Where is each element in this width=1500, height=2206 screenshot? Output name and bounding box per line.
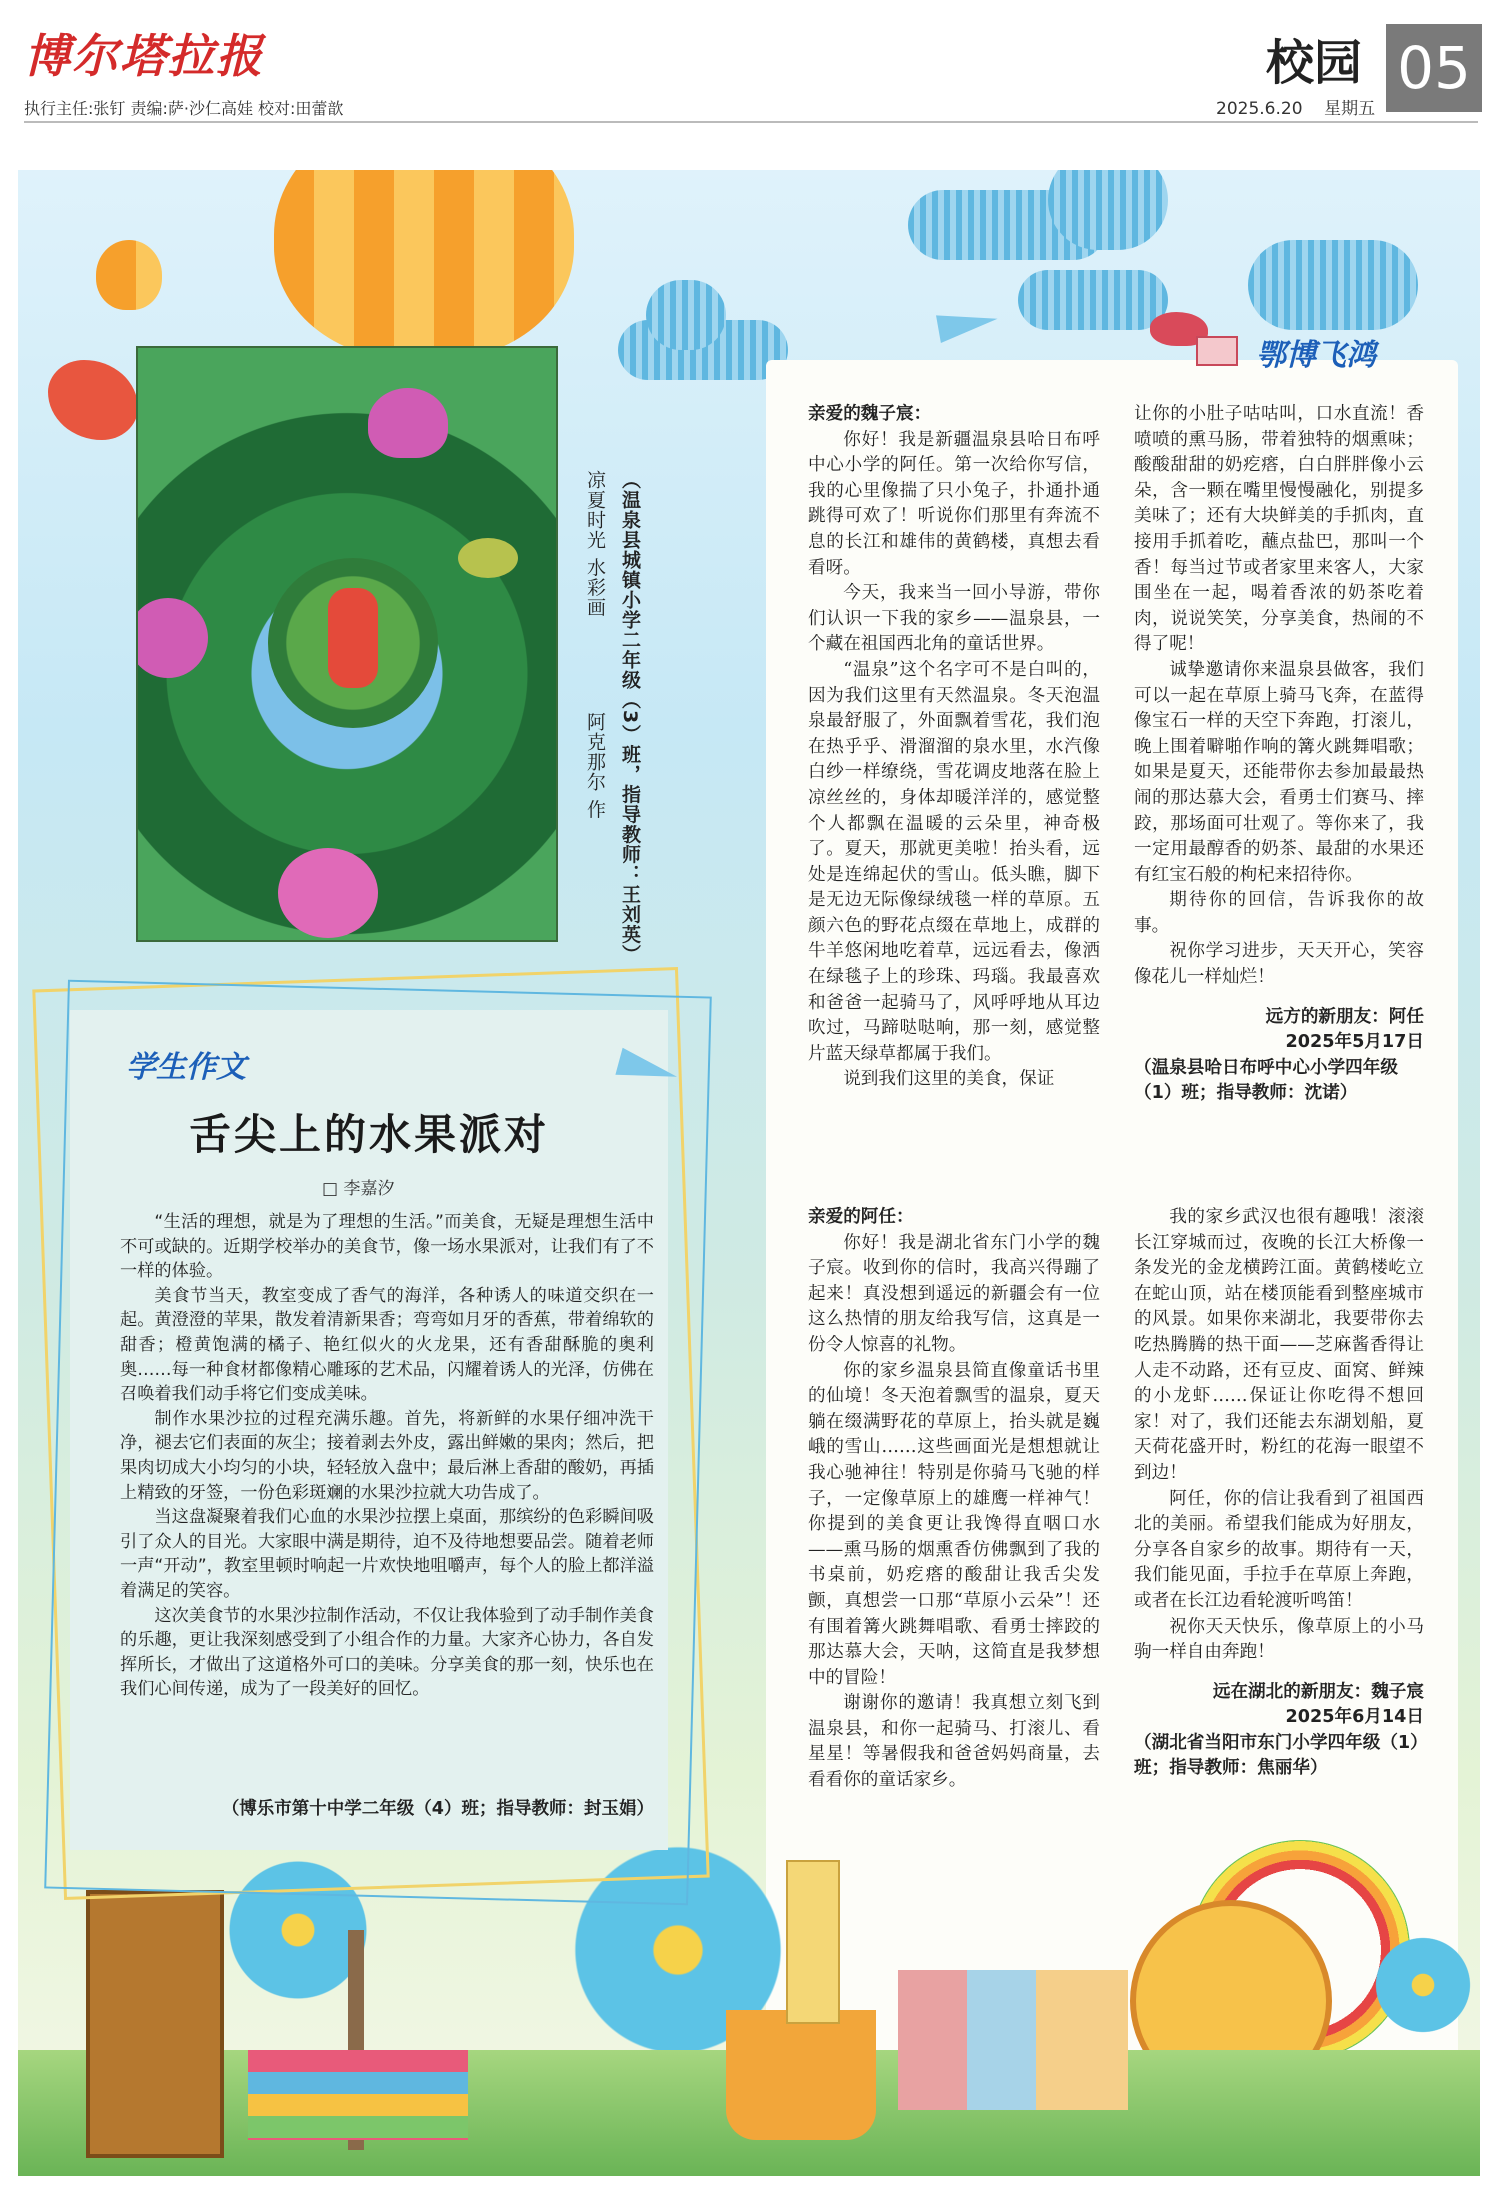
essay-body — [120, 1210, 654, 1702]
hot-air-balloon-icon — [274, 170, 574, 360]
letter-paragraph: 今天，我来当一回小导游，带你们认识一下我的家乡——温泉县，一个藏在祖国西北角的童话世界。 — [808, 583, 1100, 655]
essay-paragraph: “生活的理想，就是为了理想的生活。”而美食，无疑是理想生活中不可或缺的。近期学校举办的美食节，像一场水果派对，让我们有了不一样的体验。 — [120, 1212, 654, 1282]
essay-signature: （博乐市第十中学二年级（4）班；指导教师：封玉娟） — [221, 1799, 654, 1819]
letter-paragraph: 祝你学习进步，天天开心，笑容像花儿一样灿烂！ — [1134, 941, 1424, 988]
letter2-salutation: 亲爱的阿任： — [808, 1207, 914, 1227]
letter-paragraph: “温泉”这个名字可不是白叫的，因为我们这里有天然温泉。冬天泡温泉最舒服了，外面飘着雪花，我们泡在热乎乎、滑溜溜的泉水里，水汽像白纱一样缭绕，雪花调皮地落在脸上凉丝丝的，身体却暖洋洋的，感觉整个人都飘在温暖的云朵里，神奇极了。夏天，那就更美啦！抬头看，远处是连绵起伏的雪山。低头瞧，脚下是无边无际像绿绒毯一样的草原。五颜六色的野花点缀在草地上，成群的牛羊悠闲地吃着草，远远看去，像洒在绿毯子上的珍珠、玛瑙。我最喜欢和爸爸一起骑马了，风呼呼地从耳边吹过，马蹄哒哒响，那一刻，感觉整片蓝天绿草都属于我们。 — [808, 659, 1100, 1064]
lotus-flower-icon — [136, 598, 208, 678]
letter2-signature — [1134, 1680, 1424, 1782]
essay-paragraph: 美食节当天，教室变成了香气的海洋，各种诱人的味道交织在一起。黄澄澄的苹果，散发着清新果香；弯弯如月牙的香蕉，带着绵软的甜香；橙黄饱满的橘子、艳红似火的火龙果，还有香甜酥脆的奥利奥……每一种食材都像精心雕琢的艺术品，闪耀着诱人的光泽，仿佛在召唤着我们动手将它们变成美味。 — [120, 1285, 654, 1405]
watercolor-painting — [136, 346, 558, 942]
masthead-logo: 博尔塔拉报 — [24, 29, 264, 83]
letter-paragraph: 你好！我是新疆温泉县哈日布呼中心小学的阿任。第一次给你写信，我的心里像揣了只小兔子，扑通扑通跳得可欢了！听说你们那里有奔流不息的长江和雄伟的黄鹤楼，真想去看看呀。 — [808, 429, 1100, 578]
letter2-date: 2025年6月14日 — [1285, 1707, 1424, 1728]
essay-section-tag: 学生作文 — [126, 1050, 246, 1085]
envelope-icon — [1196, 336, 1238, 366]
header-divider — [24, 121, 1478, 123]
cloud-icon — [1018, 270, 1168, 330]
lotus-flower-icon — [368, 388, 448, 458]
lotus-pod-icon — [458, 538, 518, 578]
letter1-school: （温泉县哈日布呼中心小学四年级（1）班；指导教师：沈诺） — [1134, 1057, 1398, 1104]
section-title: 校园 — [1266, 35, 1363, 91]
page-number: 05 — [1386, 24, 1482, 112]
letter-paragraph: 你好！我是湖北省东门小学的魏子宸。收到你的信时，我高兴得蹦了起来！真没想到遥远的新疆会有一位这么热情的朋友给我写信，这真是一份令人惊喜的礼物。 — [808, 1232, 1100, 1355]
editor-credits: 执行主任:张钉 责编:萨·沙仁高娃 校对:田蕾歆 — [24, 99, 344, 118]
letter1-sender: 远方的新朋友：阿任 — [1265, 1006, 1424, 1027]
flower-icon — [1368, 1930, 1478, 2040]
letter2-sender: 远在湖北的新朋友：魏子宸 — [1212, 1681, 1424, 1702]
paper-plane-icon — [936, 305, 1000, 343]
painting-title: 凉夏时光 水彩画 — [584, 470, 606, 618]
letter-paragraph: 阿任，你的信让我看到了祖国西北的美丽。希望我们能成为好朋友，分享各自家乡的故事。期待有一天，我们能见面，手拉手在草原上奔跑，或者在长江边看轮渡听鸣笛！ — [1134, 1488, 1424, 1611]
lotus-flower-icon — [278, 848, 378, 938]
girl-figure — [328, 588, 378, 688]
letter1-column2 — [1134, 402, 1424, 1107]
essay-paragraph: 当这盘凝聚着我们心血的水果沙拉摆上桌面，那缤纷的色彩瞬间吸引了众人的目光。大家眼中满是期待，迫不及待地想要品尝。随着老师一声“开动”，教室里顿时响起一片欢快地咀嚼声，每个人的脸上都洋溢着满足的笑容。 — [120, 1507, 654, 1601]
letter2-column1 — [808, 1205, 1100, 1794]
letter-paragraph: 祝你天天快乐，像草原上的小马驹一样自由奔跑！ — [1134, 1616, 1424, 1663]
city-buildings-icon — [898, 1970, 1128, 2110]
letter1-salutation: 亲爱的魏子宸： — [808, 404, 932, 424]
essay-paragraph: 制作水果沙拉的过程充满乐趣。首先，将新鲜的水果仔细冲洗干净，褪去它们表面的灰尘；接着剥去外皮，露出鲜嫩的果肉；然后，把果肉切成大小均匀的小块，轻轻放入盘中；最后淋上香甜的酸奶，再插上精致的牙签，一份色彩斑斓的水果沙拉就大功告成了。 — [120, 1408, 654, 1503]
cloud-icon — [1048, 170, 1168, 250]
essay-paragraph: 这次美食节的水果沙拉制作活动，不仅让我体验到了动手制作美食的乐趣，更让我深刻感受到了小组合作的力量。大家齐心协力，各自发挥所长，才做出了这道格外可口的美味。分享美食的那一刻，快乐也在我们心间传递，成为了一段美好的回忆。 — [120, 1605, 654, 1700]
date-text: 2025.6.20 — [1216, 99, 1303, 119]
weekday-text: 星期五 — [1324, 99, 1376, 119]
bookshelf-icon — [86, 1890, 224, 2158]
books-stack-icon — [248, 2050, 468, 2140]
letter1-signature — [1134, 1005, 1424, 1107]
cloud-icon — [646, 280, 726, 350]
issue-date — [1216, 94, 1375, 119]
painting-class-caption: （温泉县城镇小学二年级（3）班，指导教师：王刘英） — [619, 470, 641, 965]
letter-paragraph: 我的家乡武汉也很有趣哦！滚滚长江穿城而过，夜晚的长江大桥像一条发光的金龙横跨江面。黄鹤楼屹立在蛇山顶，站在楼顶能看到整座城市的风景。如果你来湖北，我要带你去吃热腾腾的热干面——芝麻酱香得让人走不动路，还有豆皮、面窝、鲜辣的小龙虾……保证让你吃得不想回家！对了，我们还能去东湖划船，夏天荷花盛开时，粉红的花海一眼望不到边！ — [1134, 1207, 1424, 1483]
letter2-column2 — [1134, 1205, 1424, 1782]
letter-paragraph: 期待你的回信，告诉我你的故事。 — [1134, 890, 1424, 936]
letter-paragraph: 谢谢你的邀请！我真想立刻飞到温泉县，和你一起骑马、打滚儿、看星星！等暑假我和爸爸妈妈商量，去看看你的童话家乡。 — [808, 1693, 1100, 1791]
letter1-column1 — [808, 402, 1100, 1093]
painting-author: 阿克那尔 作 — [584, 712, 606, 820]
essay-title: 舌尖上的水果派对 — [188, 1110, 549, 1159]
essay-author: □ 李嘉汐 — [322, 1179, 395, 1199]
small-balloon-icon — [96, 240, 162, 310]
letters-section-tag: 鄂博飞鸿 — [1256, 338, 1376, 373]
letter-paragraph: 说到我们这里的美食，保证 — [843, 1069, 1055, 1090]
ruler-icon — [786, 1860, 840, 2024]
pencil-cup-icon — [726, 2010, 876, 2140]
letter1-date: 2025年5月17日 — [1285, 1032, 1424, 1053]
letter-paragraph: 诚挚邀请你来温泉县做客，我们可以一起在草原上骑马飞奔，在蓝得像宝石一样的天空下奔跑，打滚儿，晚上围着噼啪作响的篝火跳舞唱歌；如果是夏天，还能带你去参加最最热闹的那达慕大会，看勇士们赛马、摔跤，那场面可壮观了。等你来了，我一定用最醇香的奶茶、最甜的水果还有红宝石般的枸杞来招待你。 — [1134, 659, 1424, 885]
letter-paragraph: 你的家乡温泉县简直像童话书里的仙境！冬天泡着飘雪的温泉，夏天躺在缀满野花的草原上，抬头就是巍峨的雪山……这些画面光是想想就让我心驰神往！特别是你骑马飞驰的样子，一定像草原上的雄鹰一样神气！你提到的美食更让我馋得直咽口水——熏马肠的烟熏香仿佛飘到了我的书桌前，奶疙瘩的酸甜让我舌尖发颤，真想尝一口那“草原小云朵”！还有围着篝火跳舞唱歌、看勇士摔跤的那达慕大会，天呐，这简直是我梦想中的冒险！ — [808, 1360, 1100, 1688]
cloud-icon — [1248, 240, 1418, 330]
letter-paragraph: 让你的小肚子咕咕叫，口水直流！香喷喷的熏马肠，带着独特的烟熏味；酸酸甜甜的奶疙瘩，白白胖胖像小云朵，含一颗在嘴里慢慢融化，别提多美味了；还有大块鲜美的手抓肉，直接用手抓着吃，蘸点盐巴，那叫一个香！每当过节或者家里来客人，大家围坐在一起，喝着香浓的奶茶吃着肉，说说笑笑，分享美食，热闹的不得了呢！ — [1134, 404, 1424, 655]
letter2-school: （湖北省当阳市东门小学四年级（1）班；指导教师：焦丽华） — [1134, 1732, 1419, 1779]
children-on-rocket-icon — [48, 360, 138, 440]
